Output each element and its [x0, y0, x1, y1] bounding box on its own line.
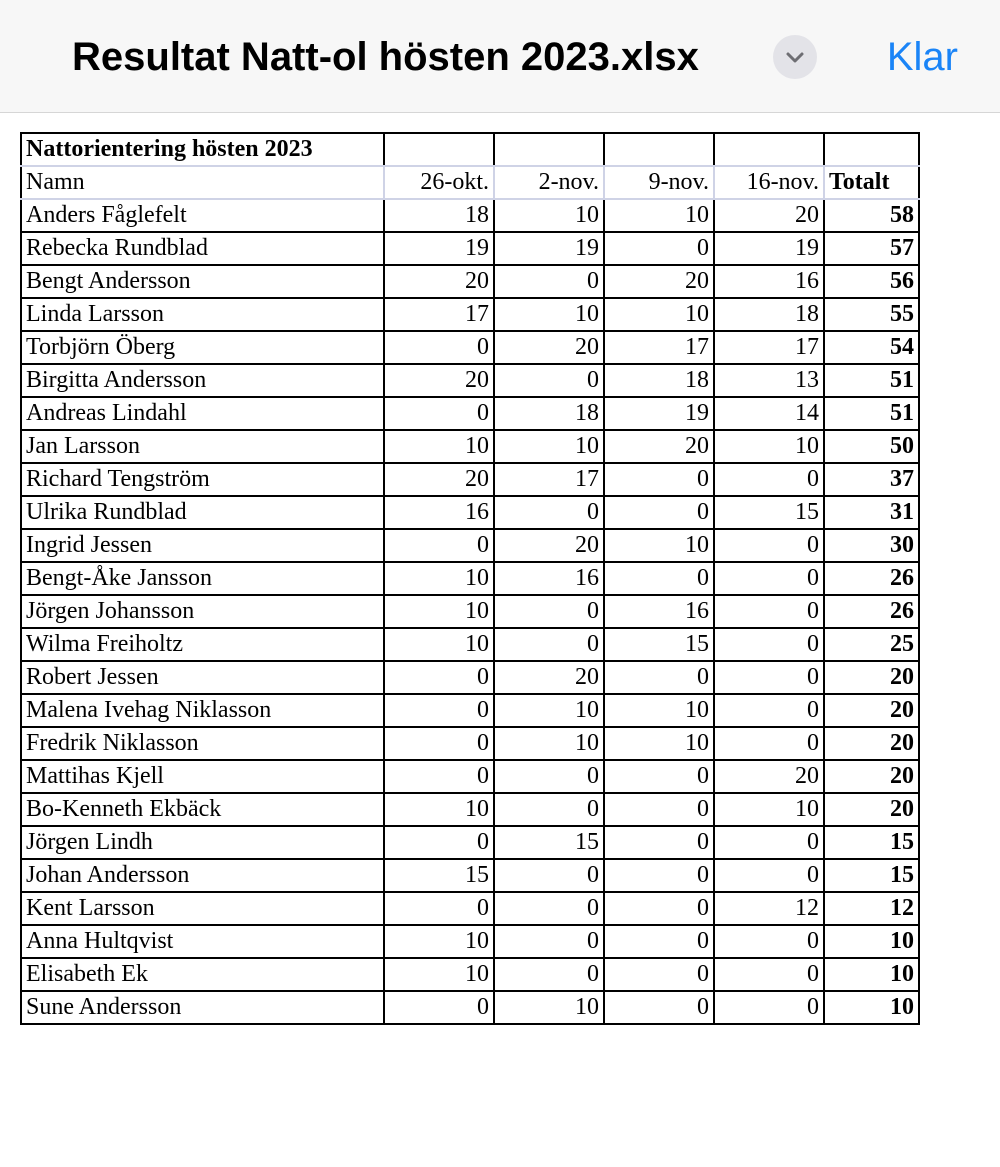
- file-options-button[interactable]: [773, 35, 817, 79]
- total-cell[interactable]: 12: [824, 892, 919, 925]
- score-cell[interactable]: 0: [604, 826, 714, 859]
- table-row: [21, 430, 919, 463]
- score-cell[interactable]: 10: [604, 298, 714, 331]
- score-cell[interactable]: 10: [604, 529, 714, 562]
- score-cell[interactable]: 0: [384, 991, 494, 1024]
- score-cell[interactable]: 18: [384, 199, 494, 232]
- score-cell[interactable]: 0: [384, 760, 494, 793]
- table-row: [21, 331, 919, 364]
- table-title-row: [21, 133, 919, 166]
- column-header-total[interactable]: Totalt: [824, 166, 919, 199]
- total-cell[interactable]: 57: [824, 232, 919, 265]
- score-cell[interactable]: 10: [494, 199, 604, 232]
- table-row: [21, 760, 919, 793]
- table-row: [21, 199, 919, 232]
- participant-name-cell[interactable]: Robert Jessen: [21, 661, 384, 694]
- table-row: [21, 595, 919, 628]
- score-cell[interactable]: 20: [384, 463, 494, 496]
- table-row: [21, 661, 919, 694]
- table-row: [21, 892, 919, 925]
- total-cell[interactable]: 25: [824, 628, 919, 661]
- column-header-date[interactable]: 16-nov.: [714, 166, 824, 199]
- column-header-date[interactable]: 2-nov.: [494, 166, 604, 199]
- participant-name-cell[interactable]: Kent Larsson: [21, 892, 384, 925]
- score-cell[interactable]: 16: [494, 562, 604, 595]
- participant-name-cell[interactable]: Torbjörn Öberg: [21, 331, 384, 364]
- table-row: [21, 298, 919, 331]
- score-cell[interactable]: 10: [494, 694, 604, 727]
- navigation-bar: [0, 0, 1000, 113]
- score-cell[interactable]: 17: [494, 463, 604, 496]
- total-cell[interactable]: 30: [824, 529, 919, 562]
- total-cell[interactable]: 54: [824, 331, 919, 364]
- score-cell[interactable]: 18: [714, 298, 824, 331]
- score-cell[interactable]: 0: [714, 529, 824, 562]
- participant-name-cell[interactable]: Bo-Kenneth Ekbäck: [21, 793, 384, 826]
- score-cell[interactable]: 0: [494, 925, 604, 958]
- empty-cell[interactable]: [604, 133, 714, 166]
- score-cell[interactable]: 0: [604, 232, 714, 265]
- participant-name-cell[interactable]: Wilma Freiholtz: [21, 628, 384, 661]
- score-cell[interactable]: 10: [604, 694, 714, 727]
- score-cell[interactable]: 10: [494, 298, 604, 331]
- table-row: [21, 694, 919, 727]
- score-cell[interactable]: 12: [714, 892, 824, 925]
- score-cell[interactable]: 0: [714, 958, 824, 991]
- total-cell[interactable]: 20: [824, 694, 919, 727]
- table-row: [21, 991, 919, 1024]
- table-row: [21, 793, 919, 826]
- empty-cell[interactable]: [494, 133, 604, 166]
- table-row: [21, 232, 919, 265]
- total-cell[interactable]: 55: [824, 298, 919, 331]
- score-cell[interactable]: 20: [384, 265, 494, 298]
- score-cell[interactable]: 17: [384, 298, 494, 331]
- score-cell[interactable]: 10: [604, 727, 714, 760]
- score-cell[interactable]: 19: [384, 232, 494, 265]
- score-cell[interactable]: 0: [384, 397, 494, 430]
- score-cell[interactable]: 0: [714, 727, 824, 760]
- score-cell[interactable]: 15: [494, 826, 604, 859]
- column-header-date[interactable]: 26-okt.: [384, 166, 494, 199]
- table-row: [21, 265, 919, 298]
- score-cell[interactable]: 0: [604, 496, 714, 529]
- participant-name-cell[interactable]: Ingrid Jessen: [21, 529, 384, 562]
- participant-name-cell[interactable]: Jan Larsson: [21, 430, 384, 463]
- score-cell[interactable]: 0: [714, 991, 824, 1024]
- score-cell[interactable]: 10: [494, 430, 604, 463]
- participant-name-cell[interactable]: Birgitta Andersson: [21, 364, 384, 397]
- score-cell[interactable]: 13: [714, 364, 824, 397]
- participant-name-cell[interactable]: Linda Larsson: [21, 298, 384, 331]
- score-cell[interactable]: 0: [714, 595, 824, 628]
- score-cell[interactable]: 10: [494, 991, 604, 1024]
- participant-name-cell[interactable]: Ulrika Rundblad: [21, 496, 384, 529]
- score-cell[interactable]: 0: [604, 661, 714, 694]
- total-cell[interactable]: 20: [824, 661, 919, 694]
- table-row: [21, 628, 919, 661]
- score-cell[interactable]: 0: [494, 265, 604, 298]
- table-row: [21, 727, 919, 760]
- score-cell[interactable]: 0: [384, 661, 494, 694]
- score-cell[interactable]: 18: [494, 397, 604, 430]
- participant-name-cell[interactable]: Bengt-Åke Jansson: [21, 562, 384, 595]
- column-header-row: [21, 166, 919, 199]
- score-cell[interactable]: 0: [604, 859, 714, 892]
- total-cell[interactable]: 51: [824, 364, 919, 397]
- score-cell[interactable]: 10: [384, 958, 494, 991]
- score-cell[interactable]: 0: [604, 760, 714, 793]
- total-cell[interactable]: 20: [824, 760, 919, 793]
- score-cell[interactable]: 0: [494, 364, 604, 397]
- score-cell[interactable]: 17: [714, 331, 824, 364]
- total-cell[interactable]: 15: [824, 826, 919, 859]
- score-cell[interactable]: 0: [604, 793, 714, 826]
- table-row: [21, 496, 919, 529]
- participant-name-cell[interactable]: Elisabeth Ek: [21, 958, 384, 991]
- table-row: [21, 859, 919, 892]
- score-cell[interactable]: 0: [714, 925, 824, 958]
- score-cell[interactable]: 0: [384, 826, 494, 859]
- score-cell[interactable]: 19: [604, 397, 714, 430]
- file-title[interactable]: Resultat Natt-ol hösten 2023.xlsx: [72, 35, 699, 79]
- score-cell[interactable]: 0: [384, 529, 494, 562]
- score-cell[interactable]: 14: [714, 397, 824, 430]
- score-cell[interactable]: 19: [494, 232, 604, 265]
- score-cell[interactable]: 19: [714, 232, 824, 265]
- score-cell[interactable]: 0: [604, 925, 714, 958]
- empty-cell[interactable]: [824, 133, 919, 166]
- participant-name-cell[interactable]: Johan Andersson: [21, 859, 384, 892]
- total-cell[interactable]: 51: [824, 397, 919, 430]
- score-cell[interactable]: 18: [604, 364, 714, 397]
- participant-name-cell[interactable]: Anders Fåglefelt: [21, 199, 384, 232]
- score-cell[interactable]: 0: [714, 628, 824, 661]
- empty-cell[interactable]: [714, 133, 824, 166]
- column-header-name[interactable]: Namn: [21, 166, 384, 199]
- participant-name-cell[interactable]: Anna Hultqvist: [21, 925, 384, 958]
- score-cell[interactable]: 10: [384, 562, 494, 595]
- score-cell[interactable]: 0: [604, 958, 714, 991]
- score-cell[interactable]: 16: [384, 496, 494, 529]
- score-cell[interactable]: 0: [604, 892, 714, 925]
- total-cell[interactable]: 10: [824, 958, 919, 991]
- participant-name-cell[interactable]: Malena Ivehag Niklasson: [21, 694, 384, 727]
- score-cell[interactable]: 0: [494, 595, 604, 628]
- score-cell[interactable]: 0: [714, 661, 824, 694]
- total-cell[interactable]: 26: [824, 562, 919, 595]
- participant-name-cell[interactable]: Mattihas Kjell: [21, 760, 384, 793]
- score-cell[interactable]: 20: [714, 199, 824, 232]
- score-cell[interactable]: 0: [494, 859, 604, 892]
- score-cell[interactable]: 0: [604, 991, 714, 1024]
- participant-name-cell[interactable]: Rebecka Rundblad: [21, 232, 384, 265]
- participant-name-cell[interactable]: Fredrik Niklasson: [21, 727, 384, 760]
- score-cell[interactable]: 15: [604, 628, 714, 661]
- score-cell[interactable]: 0: [714, 694, 824, 727]
- results-table: [20, 132, 920, 1025]
- score-cell[interactable]: 0: [494, 892, 604, 925]
- score-cell[interactable]: 20: [494, 331, 604, 364]
- score-cell[interactable]: 16: [604, 595, 714, 628]
- table-row: [21, 463, 919, 496]
- score-cell[interactable]: 20: [384, 364, 494, 397]
- participant-name-cell[interactable]: Jörgen Johansson: [21, 595, 384, 628]
- participant-name-cell[interactable]: Bengt Andersson: [21, 265, 384, 298]
- score-cell[interactable]: 0: [714, 826, 824, 859]
- score-cell[interactable]: 17: [604, 331, 714, 364]
- participant-name-cell[interactable]: Richard Tengström: [21, 463, 384, 496]
- total-cell[interactable]: 31: [824, 496, 919, 529]
- score-cell[interactable]: 0: [494, 628, 604, 661]
- sheet-title[interactable]: Nattorientering hösten 2023: [21, 133, 384, 166]
- score-cell[interactable]: 0: [384, 892, 494, 925]
- score-cell[interactable]: 10: [384, 595, 494, 628]
- total-cell[interactable]: 15: [824, 859, 919, 892]
- score-cell[interactable]: 15: [714, 496, 824, 529]
- column-header-date[interactable]: 9-nov.: [604, 166, 714, 199]
- table-row: [21, 925, 919, 958]
- total-cell[interactable]: 20: [824, 793, 919, 826]
- score-cell[interactable]: 0: [714, 562, 824, 595]
- table-row: [21, 958, 919, 991]
- total-cell[interactable]: 56: [824, 265, 919, 298]
- score-cell[interactable]: 20: [604, 430, 714, 463]
- score-cell[interactable]: 10: [714, 793, 824, 826]
- score-cell[interactable]: 10: [604, 199, 714, 232]
- score-cell[interactable]: 10: [384, 793, 494, 826]
- total-cell[interactable]: 10: [824, 991, 919, 1024]
- score-cell[interactable]: 0: [384, 727, 494, 760]
- total-cell[interactable]: 50: [824, 430, 919, 463]
- score-cell[interactable]: 20: [714, 760, 824, 793]
- table-row: [21, 529, 919, 562]
- total-cell[interactable]: 26: [824, 595, 919, 628]
- score-cell[interactable]: 0: [714, 463, 824, 496]
- score-cell[interactable]: 0: [384, 694, 494, 727]
- table-row: [21, 562, 919, 595]
- chevron-down-icon: [785, 48, 805, 66]
- participant-name-cell[interactable]: Sune Andersson: [21, 991, 384, 1024]
- score-cell[interactable]: 10: [384, 628, 494, 661]
- score-cell[interactable]: 0: [604, 562, 714, 595]
- score-cell[interactable]: 0: [494, 496, 604, 529]
- score-cell[interactable]: 10: [714, 430, 824, 463]
- score-cell[interactable]: 0: [714, 859, 824, 892]
- empty-cell[interactable]: [384, 133, 494, 166]
- score-cell[interactable]: 10: [384, 925, 494, 958]
- score-cell[interactable]: 0: [494, 958, 604, 991]
- score-cell[interactable]: 20: [604, 265, 714, 298]
- score-cell[interactable]: 0: [604, 463, 714, 496]
- table-row: [21, 364, 919, 397]
- score-cell[interactable]: 15: [384, 859, 494, 892]
- score-cell[interactable]: 0: [494, 760, 604, 793]
- score-cell[interactable]: 10: [494, 727, 604, 760]
- score-cell[interactable]: 16: [714, 265, 824, 298]
- participant-name-cell[interactable]: Jörgen Lindh: [21, 826, 384, 859]
- total-cell[interactable]: 10: [824, 925, 919, 958]
- done-button[interactable]: Klar: [886, 35, 958, 79]
- score-cell[interactable]: 10: [384, 430, 494, 463]
- total-cell[interactable]: 58: [824, 199, 919, 232]
- table-row: [21, 826, 919, 859]
- total-cell[interactable]: 20: [824, 727, 919, 760]
- table-row: [21, 397, 919, 430]
- total-cell[interactable]: 37: [824, 463, 919, 496]
- score-cell[interactable]: 20: [494, 529, 604, 562]
- participant-name-cell[interactable]: Andreas Lindahl: [21, 397, 384, 430]
- score-cell[interactable]: 0: [384, 331, 494, 364]
- score-cell[interactable]: 0: [494, 793, 604, 826]
- score-cell[interactable]: 20: [494, 661, 604, 694]
